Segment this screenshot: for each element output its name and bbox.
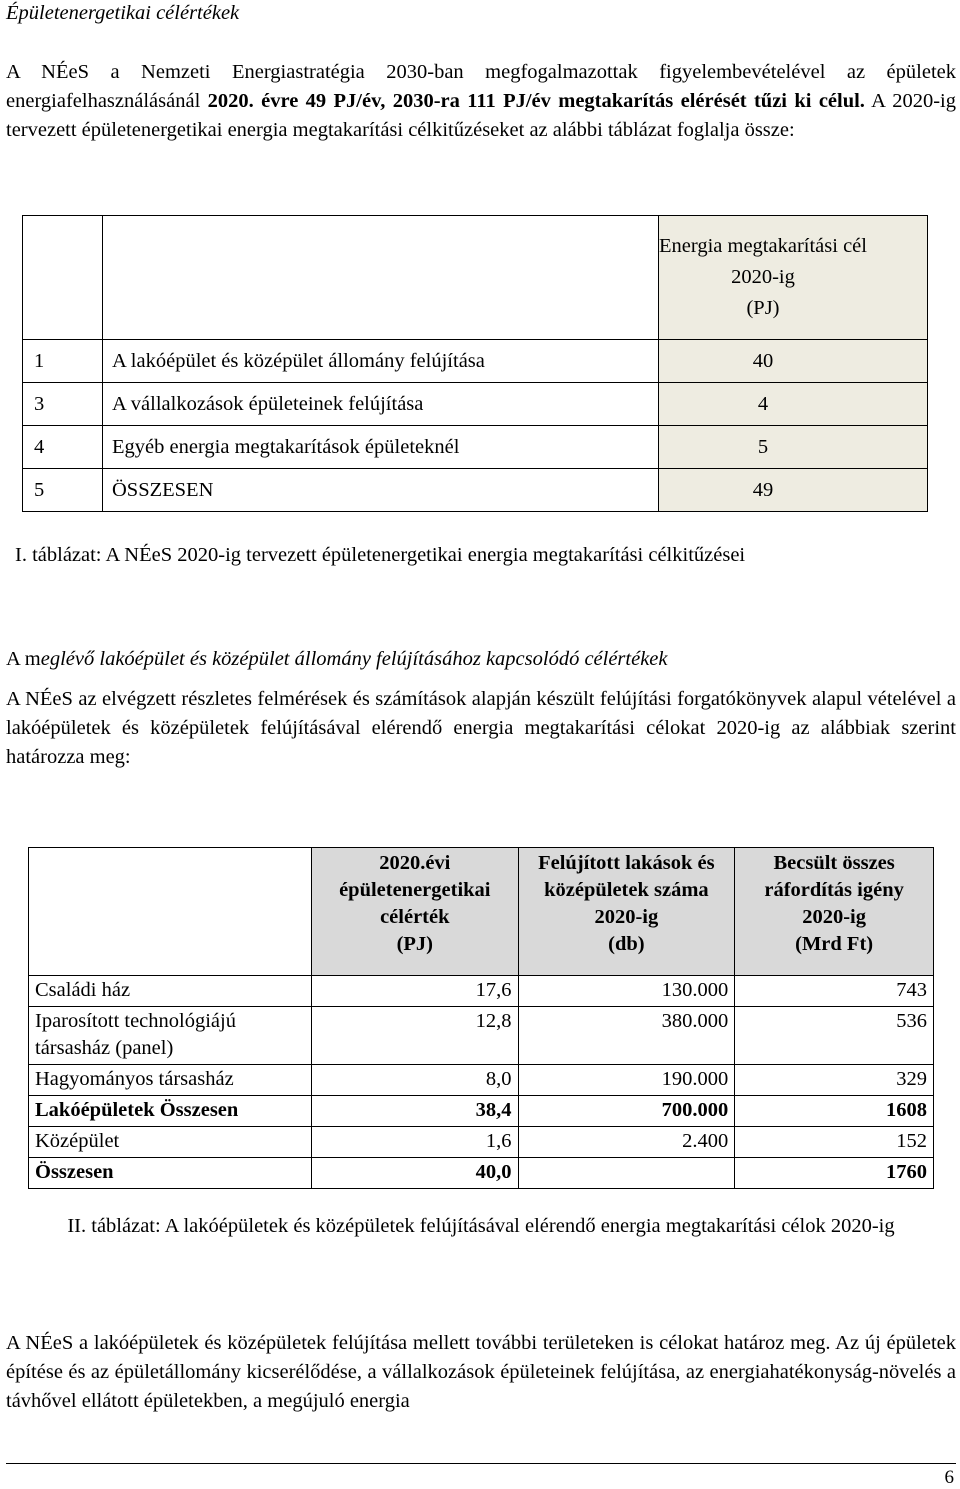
row-pj: 38,4 xyxy=(312,1096,518,1127)
row-number: 5 xyxy=(23,469,103,512)
header-line: 2020-ig xyxy=(802,906,866,928)
header-line: 2020.évi xyxy=(379,852,451,874)
table-row xyxy=(29,976,934,1007)
row-db: 2.400 xyxy=(518,1127,735,1158)
savings-targets-table xyxy=(22,215,928,512)
row-number: 1 xyxy=(23,340,103,383)
row-pj: 8,0 xyxy=(312,1065,518,1096)
row-value: 49 xyxy=(659,469,928,512)
row-label: Összesen xyxy=(29,1158,312,1189)
row-label: Hagyományos társasház xyxy=(29,1065,312,1096)
section2-title-italic: eglévő lakóépület és középület állomány felújításához kapcsolódó célértékek xyxy=(40,648,668,670)
table1-header-line: Energia megtakarítási cél xyxy=(659,235,867,257)
row-label: ÖSSZESEN xyxy=(103,469,659,512)
header-line: célérték xyxy=(380,906,450,928)
section2-title xyxy=(6,648,668,671)
intro-text-2: A 2020-ig tervezett épületenergetikai energia megtakarítási célkitűzéseket az alábbi táblázat foglalja össze: xyxy=(6,90,956,141)
table1-header-line: (PJ) xyxy=(746,297,780,319)
renovation-targets-table xyxy=(28,847,934,1189)
table1-header-row xyxy=(23,216,928,340)
table2-header-pj xyxy=(312,848,518,976)
section2-paragraph: A NÉeS az elvégzett részletes felmérések és számítások alapján készült felújítási forgatókönyvek alapul vételével a lakóépületek és középületek felújításával elérendő energia megtakarítási célokat 2020-ig az alábbiak szerint határozza meg: xyxy=(6,688,956,768)
row-ft: 1608 xyxy=(735,1096,934,1127)
table1-header-blank-2 xyxy=(103,216,659,340)
header-line: (Mrd Ft) xyxy=(795,933,874,955)
table-row xyxy=(29,1158,934,1189)
header-line: 2020-ig xyxy=(594,906,659,928)
row-ft: 1760 xyxy=(735,1158,934,1189)
row-value: 5 xyxy=(659,426,928,469)
row-db: 700.000 xyxy=(518,1096,735,1127)
row-pj: 1,6 xyxy=(312,1127,518,1158)
row-ft: 536 xyxy=(735,1007,934,1065)
table-row xyxy=(23,383,928,426)
header-line: ráfordítás igény xyxy=(764,879,904,901)
table1-caption-text: I. táblázat: A NÉeS 2020-ig tervezett épületenergetikai energia megtakarítási célkitűzései xyxy=(15,544,746,566)
row-ft: 152 xyxy=(735,1127,934,1158)
table2-header-db xyxy=(518,848,735,976)
row-ft: 329 xyxy=(735,1065,934,1096)
section-heading: Épületenergetikai célértékek xyxy=(6,2,240,24)
row-label: Középület xyxy=(29,1127,312,1158)
intro-text-1: A NÉeS a Nemzeti Energiastratégia 2030-ban megfogalmazottak figyelembevételével az épületek energiafelhasználásánál xyxy=(6,61,956,112)
header-line: Becsült összes xyxy=(773,852,895,874)
table-row xyxy=(23,426,928,469)
header-line: középületek száma xyxy=(544,879,709,901)
table-row xyxy=(29,1065,934,1096)
table-row xyxy=(29,1096,934,1127)
row-value: 4 xyxy=(659,383,928,426)
table-row xyxy=(23,469,928,512)
table2-header-ft xyxy=(735,848,934,976)
row-db xyxy=(518,1158,735,1189)
header-line: Felújított lakások és xyxy=(538,852,715,874)
row-label: Iparosított technológiájú társasház (panel) xyxy=(29,1007,312,1065)
section2-title-prefix: A m xyxy=(6,648,41,670)
row-db: 190.000 xyxy=(518,1065,735,1096)
row-label: A lakóépület és középület állomány felújítása xyxy=(103,340,659,383)
table2-header-row xyxy=(29,848,934,976)
row-db: 130.000 xyxy=(518,976,735,1007)
row-label: Családi ház xyxy=(29,976,312,1007)
row-label: Egyéb energia megtakarítások épületeknél xyxy=(103,426,659,469)
row-value: 40 xyxy=(659,340,928,383)
table-row xyxy=(23,340,928,383)
table1-header-line: 2020-ig xyxy=(731,266,795,288)
row-pj: 12,8 xyxy=(312,1007,518,1065)
intro-bold-text: 2020. évre 49 PJ/év, 2030-ra 111 PJ/év megtakarítás elérését tűzi ki célul. xyxy=(207,90,865,112)
row-pj: 17,6 xyxy=(312,976,518,1007)
row-ft: 743 xyxy=(735,976,934,1007)
closing-paragraph: A NÉeS a lakóépületek és középületek felújítása mellett további területeken is célokat határoz meg. Az új épületek építése és az épületállomány kicserélődése, a vállalkozások épületeinek felújítása, az energiahatékonyság-növelés a távhővel ellátott épületekben, a megújuló energia xyxy=(6,1332,956,1412)
table1-caption xyxy=(15,541,745,570)
row-number: 4 xyxy=(23,426,103,469)
row-pj: 40,0 xyxy=(312,1158,518,1189)
footer-divider xyxy=(6,1463,956,1464)
row-number: 3 xyxy=(23,383,103,426)
intro-paragraph xyxy=(6,58,956,145)
page-number: 6 xyxy=(944,1467,954,1488)
row-label: Lakóépületek Összesen xyxy=(29,1096,312,1127)
row-db: 380.000 xyxy=(518,1007,735,1065)
header-line: (db) xyxy=(608,933,645,955)
table2-header-blank xyxy=(29,848,312,976)
table-row xyxy=(29,1007,934,1065)
table1-header-cell xyxy=(659,216,928,340)
table2-caption: II. táblázat: A lakóépületek és középületek felújításával elérendő energia megtakarítási célok 2020-ig xyxy=(67,1215,895,1237)
header-line: épületenergetikai xyxy=(339,879,491,901)
row-label: A vállalkozások épületeinek felújítása xyxy=(103,383,659,426)
header-line: (PJ) xyxy=(396,933,433,955)
table1-header-blank-1 xyxy=(23,216,103,340)
table-row xyxy=(29,1127,934,1158)
